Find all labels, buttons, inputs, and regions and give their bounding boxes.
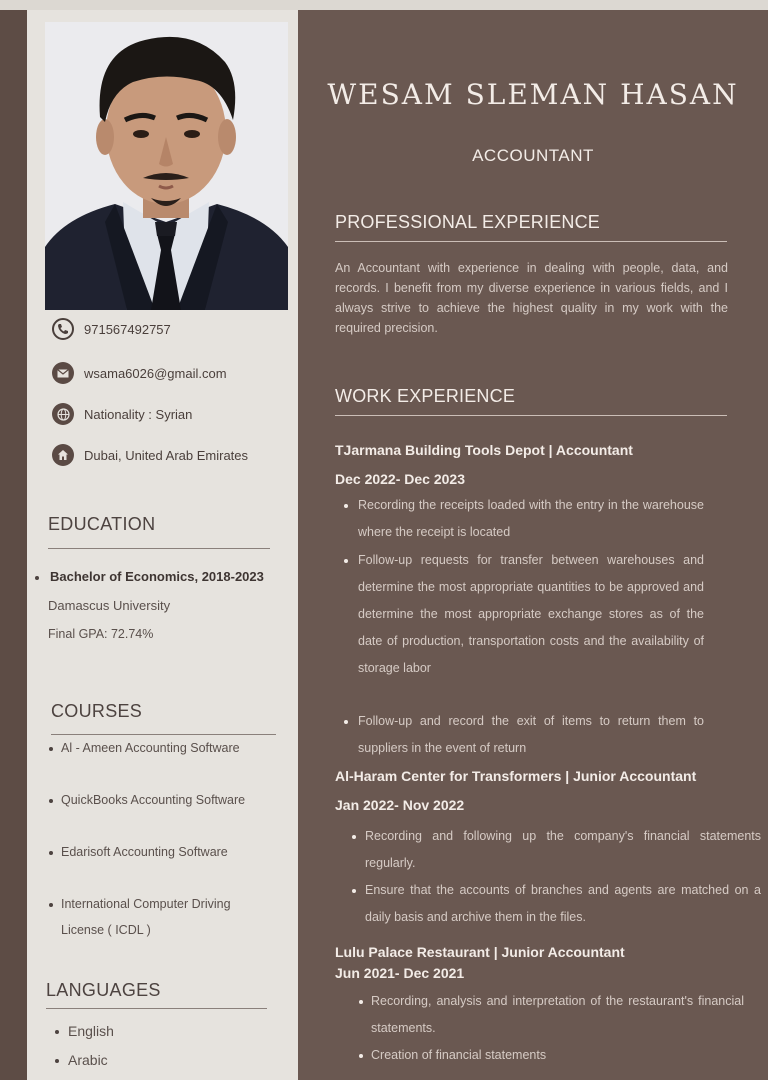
education-rule xyxy=(48,548,270,549)
course-item: Edarisoft Accounting Software xyxy=(61,845,228,859)
course-item: Al - Ameen Accounting Software xyxy=(61,741,240,755)
bullet-icon xyxy=(352,889,356,893)
bullet-icon xyxy=(344,504,348,508)
languages-rule xyxy=(46,1008,267,1009)
contact-email[interactable] xyxy=(52,362,227,384)
professional-heading: PROFESSIONAL EXPERIENCE xyxy=(335,212,601,232)
bullet-icon xyxy=(352,835,356,839)
bullet-icon xyxy=(49,903,53,907)
contact-phone[interactable] xyxy=(52,318,171,340)
job-dates: Jan 2022- Nov 2022 xyxy=(335,797,465,813)
email-address: wsama6026@gmail.com xyxy=(84,365,227,381)
professional-summary: An Accountant with experience in dealing with people, data, and records. I benefit from my diverse experience in various fields, and I always strive to achieve the highest quality in my work with the required precision. xyxy=(335,261,728,335)
courses-heading: COURSES xyxy=(51,701,143,721)
home-icon xyxy=(52,444,74,466)
contact-nationality xyxy=(52,403,192,425)
bullet-icon xyxy=(49,851,53,855)
bullet-icon xyxy=(49,799,53,803)
work-heading: WORK EXPERIENCE xyxy=(335,386,516,406)
phone-number: 971567492757 xyxy=(84,321,171,337)
nationality-text: Nationality : Syrian xyxy=(84,406,193,422)
job-title: TJarmana Building Tools Depot | Accountant xyxy=(335,442,633,458)
education-university: Damascus University xyxy=(48,598,171,613)
left-edge-band xyxy=(0,10,27,1080)
bullet-icon xyxy=(55,1059,59,1063)
email-icon xyxy=(52,362,74,384)
bullet-icon xyxy=(55,1030,59,1034)
professional-rule xyxy=(335,241,727,242)
top-strip xyxy=(0,0,768,10)
languages-heading: LANGUAGES xyxy=(46,980,161,1000)
education-gpa: Final GPA: 72.74% xyxy=(48,627,154,641)
job-title: Al-Haram Center for Transformers | Junior Accountant xyxy=(335,768,697,784)
person-name: WESAM SLEMAN HASAN xyxy=(327,78,739,111)
language-item: English xyxy=(68,1023,114,1039)
education-degree: Bachelor of Economics, 2018-2023 xyxy=(50,569,264,584)
job-bullet: Recording the receipts loaded with the entry in the warehouse where the receipt is located xyxy=(358,498,704,539)
course-item: QuickBooks Accounting Software xyxy=(61,793,246,807)
bullet-icon xyxy=(359,1054,363,1058)
person-portrait-icon xyxy=(45,22,288,310)
job-bullet: Follow-up requests for transfer between warehouses and determine the most appropriate quantities to be approved and determine the most appropriate exchange stores as of the date of production, transportation costs and the availability of storage labor xyxy=(358,553,704,675)
job-bullet: Follow-up and record the exit of items to return them to suppliers in the event of return xyxy=(358,714,704,755)
contact-location xyxy=(52,444,248,466)
job-bullet: Recording, analysis and interpretation of the restaurant's financial statements. xyxy=(371,994,744,1035)
course-item-continued: License ( ICDL ) xyxy=(61,923,151,937)
job-bullet: Ensure that the accounts of branches and agents are matched on a daily basis and archive them in the files. xyxy=(365,883,761,924)
job-bullet: Recording and following up the company's financial statements regularly. xyxy=(365,829,761,870)
job-dates: Jun 2021- Dec 2021 xyxy=(335,965,465,981)
work-rule xyxy=(335,415,727,416)
location-text: Dubai, United Arab Emirates xyxy=(84,447,249,463)
job-bullet: Creation of financial statements xyxy=(371,1048,547,1062)
bullet-icon xyxy=(344,559,348,563)
job-title: Lulu Palace Restaurant | Junior Accountant xyxy=(335,944,625,960)
course-item: International Computer Driving xyxy=(61,897,231,911)
job-dates: Dec 2022- Dec 2023 xyxy=(335,471,465,487)
bullet-icon xyxy=(359,1000,363,1004)
bullet-icon xyxy=(344,720,348,724)
job-role: ACCOUNTANT xyxy=(472,146,594,165)
bullet-icon xyxy=(49,747,53,751)
phone-icon xyxy=(52,318,74,340)
bullet-icon xyxy=(35,576,39,580)
profile-photo xyxy=(45,22,288,310)
language-item: Arabic xyxy=(68,1052,108,1068)
education-heading: EDUCATION xyxy=(48,514,156,534)
courses-rule xyxy=(51,734,276,735)
globe-icon xyxy=(52,403,74,425)
